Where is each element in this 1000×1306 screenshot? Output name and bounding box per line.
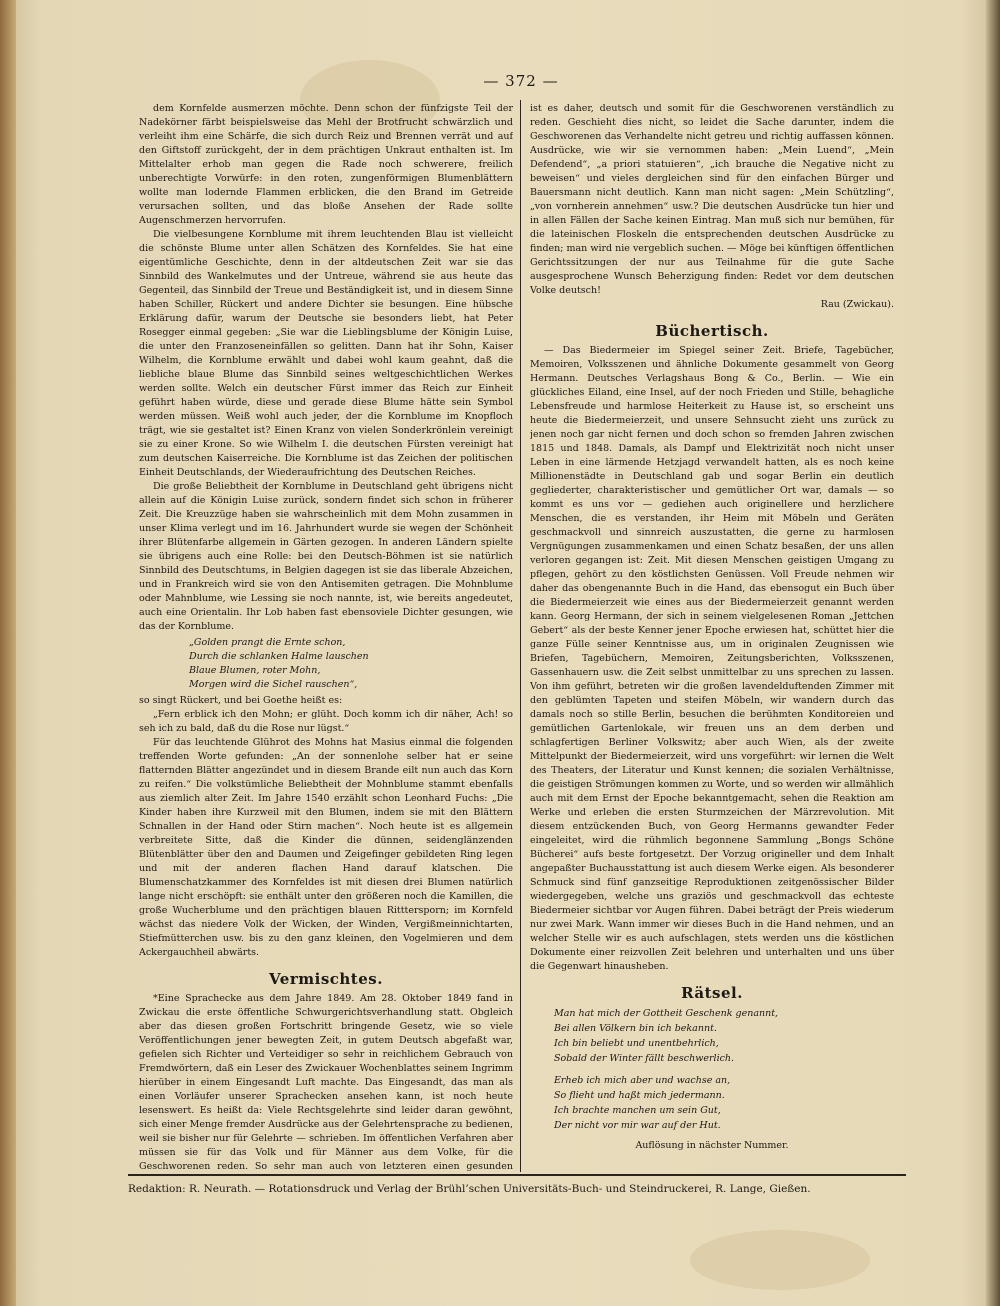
- paragraph: Die große Beliebtheit der Kornblume in Deutschland geht übrigens nicht allein auf die Königin Luise zurück, sondern findet sich schon in früherer Zeit. Die Kreuzzüge haben sie wahrscheinlich mit dem Mohn zusammen in unser Klima verlegt und im 16. Jahrhundert wurde sie wegen der Schönheit ihrer Blütenfarbe allgemein in Gärten gezogen. In anderen Ländern spielte sie übrigens auch eine Rolle: bei den Deutsch-Böhmen ist sie natürlich Sinnbild des Deutschtums, in Belgien dagegen ist sie das liberale Abzeichen, und in Frankreich wird sie von den Antisemiten getragen. Die Mohnblume oder Mahnblume, wie Lessing sie noch nannte, ist, wie bereits angedeutet, auch eine Orientalin. Ihr Lob haben fast ebensoviele Dichter gesungen, wie das der Kornblume.: [139, 481, 513, 632]
- right-column: [530, 102, 894, 1162]
- left-column: [139, 102, 513, 1172]
- poem-line: Durch die schlanken Halme lauschen: [189, 651, 369, 662]
- riddle-line: Ich bin beliebt und unentbehrlich,: [554, 1038, 719, 1049]
- section-heading-raetsel: Rätsel.: [681, 984, 743, 1002]
- riddle-line: Ich brachte manchen um sein Gut,: [554, 1105, 721, 1116]
- riddle-line: Erheb ich mich aber und wachse an,: [554, 1075, 731, 1086]
- page-number: — 372 —: [483, 72, 559, 90]
- column-divider: [520, 100, 521, 1172]
- riddle-line: Bei allen Völkern bin ich bekannt.: [554, 1023, 717, 1034]
- paragraph: Die vielbesungene Kornblume mit ihrem leuchtenden Blau ist vielleicht die schönste Blume unter allen Schätzen des Kornfeldes. Sie hat eine eigentümliche Geschichte, denn in der altdeutschen Zeit war sie das Sinnbild des Wankelmutes und der Untreue, während sie aus heute das Gegenteil, das Sinnbild der Treue und Beständigkeit ist, und in diesem Sinne haben Schiller, Rückert und andere Dichter sie besungen. Eine hübsche Erklärung dafür, warum der Deutsche sie besonders liebt, hat Peter Rosegger einmal gegeben: „Sie war die Lieblingsblume der Königin Luise, die unter den Franzoseneinfällen so gelitten. Dann hat ihr Sohn, Kaiser Wilhelm, die Kornblume erwählt und dabei wohl kaum geahnt, daß die liebliche blaue Blume das Sinnbild seines weltgeschichtlichen Werkes werden sollte. Welch ein deutscher Fürst immer das Reich zur Einheit geführt haben würde, diese und gerade diese Blume hätte sein Symbol werden müssen. Weiß wohl auch jeder, der die Kornblume im Knopfloch trägt, wie sie gestaltet ist? Einen Kranz von vielen Sonderkrönlein vereinigt sie zu einer Krone. So wie Wilhelm I. die deutschen Fürsten vereinigt hat zum deutschen Kaiserreiche. Die Kornblume ist das Zeichen der politischen Einheit Deutschlands, der Wiederaufrichtung des Deutschen Reiches.: [139, 229, 513, 478]
- footer-rule: [128, 1174, 906, 1176]
- imprint-footer: Redaktion: R. Neurath. — Rotationsdruck und Verlag der Brühl’schen Universitäts-Buch- und Steindruckerei, R. Lange, Gießen.: [128, 1183, 811, 1195]
- goethe-quote: „Fern erblick ich den Mohn; er glüht. Doch komm ich dir näher, Ach! so seh ich zu bald, daß du die Rose nur lügst.“: [139, 709, 513, 734]
- poem-line: Blaue Blumen, roter Mohn,: [189, 665, 321, 676]
- riddle-solution-note: Auflösung in nächster Nummer.: [635, 1140, 789, 1151]
- poem-line: „Golden prangt die Ernte schon,: [189, 637, 346, 648]
- book-spine-edge: [0, 0, 16, 1306]
- riddle-line: So flieht und haßt mich jedermann.: [554, 1090, 725, 1101]
- author-signature: Rau (Zwickau).: [820, 299, 894, 310]
- riddle-line: Man hat mich der Gottheit Geschenk genannt,: [554, 1008, 779, 1019]
- section-heading-vermischtes: Vermischtes.: [269, 970, 383, 988]
- page-right-edge: [986, 0, 1000, 1306]
- paragraph: Für das leuchtende Glührot des Mohns hat Masius einmal die folgenden treffenden Worte gefunden: „An der sonnenlohe selber hat er seine flatternden Blätter angezündet und in diesem Brande eilt nun auch das Korn zu reifen.“ Die volkstümliche Beliebtheit der Mohnblume stammt ebenfalls aus ziemlich alter Zeit. Im Jahre 1540 erzählt schon Leonhard Fuchs: „Die Kinder haben ihre Kurzweil mit den Blumen, indem sie mit den Blättern Schnallen in der Hand oder Stirn machen“. Noch heute ist es allgemein verbreitete Sitte, daß die Kinder die dünnen, seidenglänzenden Blütenblätter über den and Daumen und Zeigefinger gebildeten Ring legen und mit der anderen flachen Hand darauf klatschen. Die Blumenschatzkammer des Kornfeldes ist mit diesen drei Blumen natürlich lange nicht erschöpft: sie enthält unter den größeren noch die Kamillen, die große Wucherblume und den prächtigen blauen Ritttersporn; im Kornfeld wächst das niedere Volk der Wicken, der Winden, Vergißmeinnichtarten, Stiefmütterchen usw. bis zu den ganz kleinen, den Vogelmieren und dem Ackergauchheil abwärts.: [139, 737, 513, 958]
- article-continuation: ist es daher, deutsch und somit für die Geschworenen verständlich zu reden. Geschieht dies nicht, so leidet die Sache darunter, indem die Geschworenen das Verhandelte nicht getreu und richtig auffassen können. Ausdrücke, wie wir sie vernommen haben: „Mein Luend“, „Mein Defendend“, „a priori statuieren“, „ich brauche die Negative nicht zu beweisen“ und vieles dergleichen sind für den einfachen Bürger und Bauersmann nicht deutlich. Kann man nicht sagen: „Mein Schützling“, „von vornherein annehmen“ usw.? Die deutschen Ausdrücke tun hier und in allen Fällen der Sache keinen Eintrag. Man muß sich nur bemühen, für die lateinischen Floskeln die entsprechenden deutschen Ausdrücke zu finden; man wird nie vergeblich suchen. — Möge bei künftigen öffentlichen Gerichtssitzungen der nur aus Teilnahme für die gute Sache ausgesprochene Wunsch Beherzigung finden: Redet vor dem deutschen Volke deutsch!: [530, 103, 894, 296]
- stanza-break: [554, 1066, 894, 1073]
- riddle-line: Der nicht vor mir war auf der Hut.: [554, 1120, 721, 1131]
- paper-stain: [690, 1230, 870, 1290]
- poem-rueckert: [189, 636, 513, 692]
- book-review: — Das Biedermeier im Spiegel seiner Zeit. Briefe, Tagebücher, Memoiren, Volksszenen und ähnliche Dokumente gesammelt von Georg Hermann. Deutsches Verlagshaus Bong & Co., Berlin. — Wie ein glückliches Eiland, eine Insel, auf der noch Frieden und Stille, behagliche Lebensfreude und harmlose Heiterkeit zu Hause ist, so erscheint uns heute die Biedermeierzeit, und unsere Sehnsucht zieht uns zurück zu jenen noch gar nicht fernen und doch schon so fremden Jahren zwischen 1815 und 1848. Damals, als Dampf und Elektrizität noch nicht unser Leben in eine lärmende Hetzjagd verwandelt hatten, als es noch keine Millionenstädte in Deutschland gab und sogar Berlin ein deutlich gegliederter, charakteristischer und gemütlicher Ort war, damals — so kommt es uns vor — gediehen auch originellere und herzlichere Menschen, die es verstanden, ihr Heim mit Möbeln und Geräten geschmackvoll und sinnreich auszustatten, die gerne zu harmlosen Vergnügungen zusammenkamen und einen Schatz besaßen, der uns allen verloren gegangen ist: Zeit. Mit diesen Menschen geistigen Umgang zu pflegen, gehört zu den köstlichsten Genüssen. Voll Freude nehmen wir daher das obengenannte Buch in die Hand, das ebensogut ein Buch über die Biedermeierzeit wie eines aus der Biedermeierzeit genannt werden kann. Georg Hermann, der sich in seinem vielgelesenen Roman „Jettchen Gebert“ als der beste Kenner jener Epoche erwiesen hat, schüttet hier die ganze Fülle seiner Kenntnisse aus, um in originalen Zeugnissen wie Briefen, Tagebüchern, Memoiren, Zeitungsberichten, Volksszenen, Gassenhauern usw. die Zeit selbst unmittelbar zu uns sprechen zu lassen. Von ihm geführt, betreten wir die großen lavendelduftenden Zimmer mit den geblümten Tapeten und steifen Möbeln, wir wandern durch das damals noch so stille Berlin, besuchen die berühmten Konditoreien und gemütlichen Gartenlokale, wir freuen uns an dem derben und schlagfertigen Berliner Volkswitz; aber auch Wien, als der zweite Mittelpunkt der Biedermeierzeit, wird uns vorgeführt: wir lernen die Welt des Theaters, der Literatur und Kunst kennen; die sozialen Verhältnisse, die geistigen Strömungen kommen zu Worte, und so werden wir allmählich auch mit dem Ernst der Epoche bekanntgemacht, sehen die Reaktion am Werke und erleben die ersten Sturmzeichen der Märzrevolution. Mit diesem entzückenden Buch, von Georg Hermanns gewandter Feder eingeleitet, wird die rühmlich begonnene Sammlung „Bongs Schöne Bücherei“ aufs beste fortgesetzt. Der Vorzug origineller und dem Inhalt angepaßter Buchausstattung ist auch diesem Werke eigen. Als besonderer Schmuck sind fünf ganzseitige Reproduktionen zeitgenössischer Bilder wiedergegeben, welche uns graziös und geschmackvoll das echteste Biedermeier sichtbar vor Augen führen. Dabei beträgt der Preis wiederum nur zwei Mark. Wann immer wir dieses Buch in die Hand nehmen, und an welcher Stelle wir es auch aufschlagen, stets werden uns die köstlichen Dokumente einer reizvollen Zeit belehren und unterhalten und uns über die Gegenwart hinausheben.: [530, 345, 894, 972]
- article-sprachecke: *Eine Sprachecke aus dem Jahre 1849. Am 28. Oktober 1849 fand in Zwickau die erste öffentliche Schwurgerichtsverhandlung statt. Obgleich aber das diesen großen Fortschritt bringende Gesetz, wie so viele Veröffentlichungen jener bewegten Zeit, in gutem Deutsch abgefaßt war, gefielen sich Richter und Verteidiger so sehr in reichlichem Gebrauch von Fremdwörtern, daß ein Leser des Zwickauer Wochenblattes seinem Ingrimm hierüber in einem Eingesandt Luft machte. Das Eingesandt, das man als einen Vorläufer unserer Sprachecken ansehen kann, ist noch heute lesenswert. Es heißt da: Viele Rechtsgelehrte sind leider daran gewöhnt, sich einer Menge fremder Ausdrücke aus der Gelehrtensprache zu bedienen, weil sie bisher nur für Gelehrte — schrieben. Im öffentlichen Verfahren aber müssen sie für das Volk und für Männer aus dem Volke, für die Geschworenen reden. So sehr man auch von letzteren einen gesunden: [139, 993, 513, 1172]
- riddle-line: Sobald der Winter fällt beschwerlich.: [554, 1053, 735, 1064]
- riddle-poem: [554, 1006, 894, 1133]
- paragraph: so singt Rückert, und bei Goethe heißt es:: [139, 695, 343, 706]
- poem-line: Morgen wird die Sichel rauschen“,: [189, 679, 358, 690]
- section-heading-buechertisch: Büchertisch.: [655, 322, 769, 340]
- paragraph: dem Kornfelde ausmerzen möchte. Denn schon der fünfzigste Teil der Nadekörner färbt beispielsweise das Mehl der Brotfrucht schwärzlich und verleiht ihm eine Schärfe, die sich durch Reiz und Brennen verrät und auf den Giftstoff zurückgeht, der in dem prächtigen Unkraut enthalten ist. Im Mittelalter erhob man gegen die Rade noch schwerere, freilich unberechtigte Vorwürfe: in den roten, zungenförmigen Blumenblättern wollte man lodernde Flammen erblicken, die den Brand im Getreide verursachen sollten, und das bloße Ansehen der Rade sollte Augenschmerzen hervorrufen.: [139, 103, 513, 226]
